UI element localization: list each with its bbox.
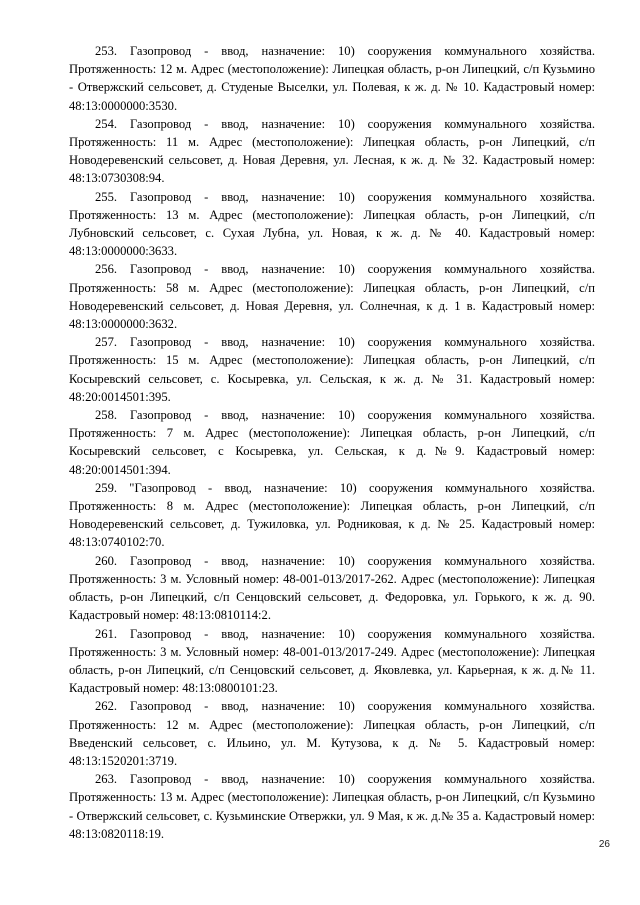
entry-261: 261. Газопровод - ввод, назначение: 10) сооружения коммунального хозяйства. Протяженность: 3 м. Условный номер: 48-001-013/2017-249. Адрес (местоположение): Липецкая область, р-он Липецкий, с/п Сенцовский сельсовет, д. Яковлевка, ул. Карьерная, к ж. д.№ 11. Кадастровый номер: 48:13:0800101:23. [69,626,595,696]
entry-253: 253. Газопровод - ввод, назначение: 10) сооружения коммунального хозяйства. Протяженность: 12 м. Адрес (местоположение): Липецкая область, р-он Липецкий, с/п Кузьмино - Отвержский сельсовет, д. Студеные Выселки, ул. Полевая, к ж. д. № 10. Кадастровый номер: 48:13:0000000:3530. [69,44,595,113]
entry-262: 262. Газопровод - ввод, назначение: 10) сооружения коммунального хозяйства. Протяженность: 12 м. Адрес (местоположение): Липецкая область, р-он Липецкий, с/п Введенский сельсовет, с. Ильино, ул. М. Кутузова, к д. № 5. Кадастровый номер: 48:13:1520201:3719. [69,699,595,768]
entry-259: 259. "Газопровод - ввод, назначение: 10) сооружения коммунального хозяйства. Протяженность: 8 м. Адрес (местоположение): Липецкая область, р-он Липецкий, с/п Новодеревенский сельсовет, д. Тужиловка, ул. Родниковая, к д. № 25. Кадастровый номер: 48:13:0740102:70. [69,480,595,550]
entry-256: 256. Газопровод - ввод, назначение: 10) сооружения коммунального хозяйства. Протяженность: 58 м. Адрес (местоположение): Липецкая область, р-он Липецкий, с/п Новодеревенский сельсовет, д. Новая Деревня, ул. Солнечная, к д. 1 в. Кадастровый номер: 48:13:0000000:3632. [69,262,595,332]
entry-260: 260. Газопровод - ввод, назначение: 10) сооружения коммунального хозяйства. Протяженность: 3 м. Условный номер: 48-001-013/2017-262. Адрес (местоположение): Липецкая область, р-он Липецкий, с/п Сенцовский сельсовет, д. Федоровка, ул. Горького, к ж. д. 90. Кадастровый номер: 48:13:0810114:2. [69,553,595,623]
entry-255: 255. Газопровод - ввод, назначение: 10) сооружения коммунального хозяйства. Протяженность: 13 м. Адрес (местоположение): Липецкая область, р-он Липецкий, с/п Лубновский сельсовет, с. Сухая Лубна, ул. Новая, к ж. д. № 40. Кадастровый номер: 48:13:0000000:3633. [69,189,595,259]
page-number: 26 [598,839,610,850]
entry-254: 254. Газопровод - ввод, назначение: 10) сооружения коммунального хозяйства. Протяженность: 11 м. Адрес (местоположение): Липецкая область, р-он Липецкий, с/п Новодеревенский сельсовет, д. Новая Деревня, ул. Лесная, к ж. д. № 32. Кадастровый номер: 48:13:0730308:94. [69,116,595,186]
entry-263: 263. Газопровод - ввод, назначение: 10) сооружения коммунального хозяйства. Протяженность: 13 м. Адрес (местоположение): Липецкая область, р-он Липецкий, с/п Кузьмино - Отвержский сельсовет, с. Кузьминские Отвержки, ул. 9 Мая, к ж. д.№ 35 а. Кадастровый номер: 48:13:0820118:19. [69,772,595,841]
entry-258: 258. Газопровод - ввод, назначение: 10) сооружения коммунального хозяйства. Протяженность: 7 м. Адрес (местоположение): Липецкая область, р-он Липецкий, с/п Косыревский сельсовет, с Косыревка, ул. Сельская, к д.№9. Кадастровый номер: 48:20:0014501:394. [69,408,595,477]
document-page [69,42,595,843]
entry-257: 257. Газопровод - ввод, назначение: 10) сооружения коммунального хозяйства. Протяженность: 15 м. Адрес (местоположение): Липецкая область, р-он Липецкий, с/п Косыревский сельсовет, с. Косыревка, ул. Сельская, к ж. д. № 31. Кадастровый номер: 48:20:0014501:395. [69,335,595,404]
